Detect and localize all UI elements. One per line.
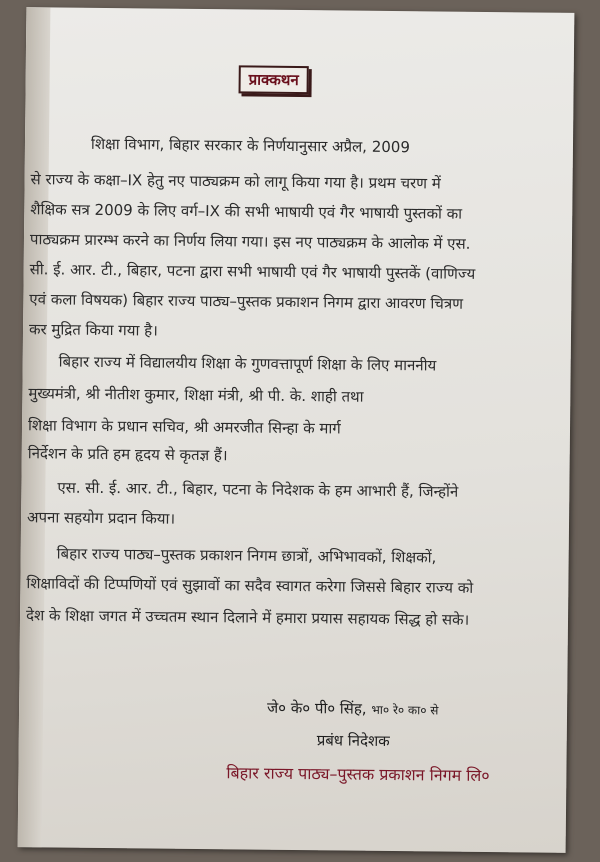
paragraph-2-line-2: मुख्यमंत्री, श्री नीतीश कुमार, शिक्षा मंत्री, श्री पी. के. शाही तथा [28,384,364,406]
paragraph-3-line-2: अपना सहयोग प्रदान किया। [26,508,176,528]
signatory-designation: प्रबंध निदेशक [316,731,390,750]
signatory-name: जे० के० पी० सिंह, [266,698,367,718]
page-title: प्राक्कथन [239,65,309,94]
preface-page [18,7,575,853]
paragraph-1-line-3: शैक्षिक सत्र 2009 के लिए वर्ग–IX की सभी भाषायी एवं गैर भाषायी पुस्तकों का [30,200,463,223]
paragraph-1-line-5: सी. ई. आर. टी., बिहार, पटना द्वारा सभी भाषायी एवं गैर भाषायी पुस्तकें (वाणिज्य [29,260,476,283]
paragraph-1-line-2: से राज्य के कक्षा–IX हेतु नए पाठ्यक्रम को लागू किया गया है। प्रथम चरण में [30,170,441,193]
paragraph-1-line-6: एवं कला विषयक) बिहार राज्य पाठ्य–पुस्तक प्रकाशन निगम द्वारा आवरण चित्रण [29,290,464,313]
paragraph-2-line-1: बिहार राज्य में विद्यालयीय शिक्षा के गुणवत्तापूर्ण शिक्षा के लिए माननीय [58,352,437,375]
paragraph-1-line-7: कर मुद्रित किया गया है। [28,320,158,340]
paragraph-1-line-4: पाठ्यक्रम प्रारम्भ करने का निर्णय लिया गया। इस नए पाठ्यक्रम के आलोक में एस. [29,230,471,253]
paragraph-1-line-1: शिक्षा विभाग, बिहार सरकार के निर्णयानुसार अप्रैल, 2009 [90,134,411,157]
paragraph-4-line-3: देश के शिक्षा जगत में उच्चतम स्थान दिलाने में हमारा प्रयास सहायक सिद्ध हो सके। [25,606,470,629]
paragraph-2-line-3: शिक्षा विभाग के प्रधान सचिव, श्री अमरजीत सिन्हा के मार्ग [27,416,341,438]
paragraph-3-line-1: एस. सी. ई. आर. टी., बिहार, पटना के निदेशक के हम आभारी हैं, जिन्होंने [57,478,459,501]
signatory-service: भा० रे० का० से [371,702,439,718]
paragraph-2-line-4: निर्देशन के प्रति हम हृदय से कृतज्ञ हैं। [27,444,228,465]
signatory-name-line [267,698,439,720]
publisher-name: बिहार राज्य पाठ्य–पुस्तक प्रकाशन निगम लि० [226,763,490,786]
paragraph-4-line-2: शिक्षाविदों की टिप्पणियों एवं सुझावों का सदैव स्वागत करेगा जिससे बिहार राज्य को [26,574,474,597]
paragraph-4-line-1: बिहार राज्य पाठ्य–पुस्तक प्रकाशन निगम छात्रों, अभिभावकों, शिक्षकों, [56,544,437,567]
